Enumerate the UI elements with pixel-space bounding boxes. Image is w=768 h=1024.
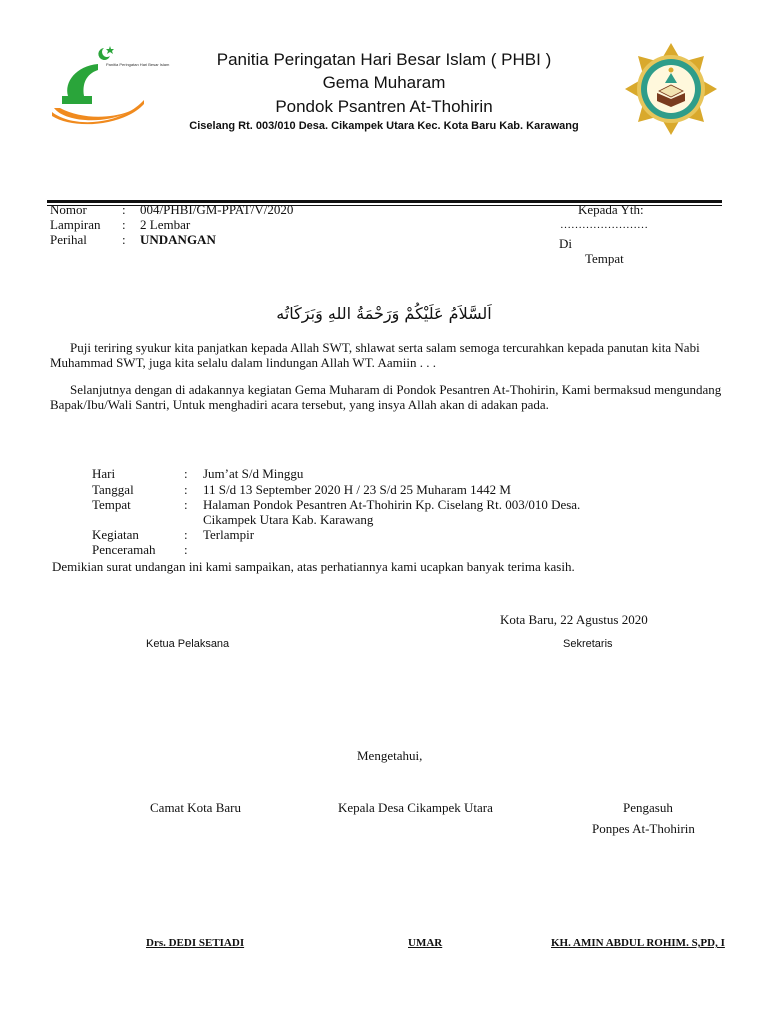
pengasuh-subtitle: Ponpes At-Thohirin xyxy=(592,821,695,836)
camat-title: Camat Kota Baru xyxy=(150,800,241,815)
pengasuh-title: Pengasuh xyxy=(623,800,673,815)
address: Ciselang Rt. 003/010 Desa. Cikampek Utara Kec. Kota Baru Kab. Karawang xyxy=(189,120,579,132)
recipient-kepada: Kepada Yth: xyxy=(578,202,644,217)
camat-name: Drs. DEDI SETIADI xyxy=(146,937,245,949)
penceramah-label: Penceramah xyxy=(92,542,156,557)
perihal-colon: : xyxy=(122,232,126,247)
org-name: Panitia Peringatan Hari Besar Islam ( PHBI ) xyxy=(216,50,552,69)
tempat-colon: : xyxy=(184,497,188,512)
kades-name: UMAR xyxy=(408,937,443,949)
tanggal-value: 11 S/d 13 September 2020 H / 23 S/d 25 Muharam 1442 M xyxy=(203,482,511,497)
perihal-value: UNDANGAN xyxy=(140,232,216,247)
hari-label: Hari xyxy=(92,466,116,481)
lampiran-colon: : xyxy=(122,217,126,232)
ketua-title: Ketua Pelaksana xyxy=(146,638,230,650)
sekretaris-title: Sekretaris xyxy=(563,638,613,650)
perihal-label: Perihal xyxy=(50,232,87,247)
pengasuh-name: KH. AMIN ABDUL ROHIM. S,PD, I xyxy=(551,937,725,949)
nomor-label: Nomor xyxy=(50,202,87,217)
tanggal-colon: : xyxy=(184,482,188,497)
place-date: Kota Baru, 22 Agustus 2020 xyxy=(500,612,648,627)
tempat-value-line1: Halaman Pondok Pesantren At-Thohirin Kp. Ciselang Rt. 003/010 Desa. xyxy=(203,497,581,512)
recipient-tempat: Tempat xyxy=(585,251,624,266)
hari-colon: : xyxy=(184,466,188,481)
event-name: Gema Muharam xyxy=(322,73,446,92)
lampiran-value: 2 Lembar xyxy=(140,217,191,232)
kegiatan-label: Kegiatan xyxy=(92,527,139,542)
kegiatan-colon: : xyxy=(184,527,188,542)
paragraph-opening: Puji teriring syukur kita panjatkan kepada Allah SWT, shlawat serta salam semoga tercurahkan kepada panutan kita Nabi Muhammad SWT, juga kita selalu dalam lindungan Allah WT. Aamiin . . . xyxy=(50,340,700,370)
recipient-dots: …………………… xyxy=(560,219,648,231)
lampiran-label: Lampiran xyxy=(50,217,101,232)
recipient-di: Di xyxy=(559,236,572,251)
mengetahui: Mengetahui, xyxy=(357,748,423,763)
penceramah-colon: : xyxy=(184,542,188,557)
nomor-colon: : xyxy=(122,202,126,217)
tempat-label: Tempat xyxy=(92,497,131,512)
closing-sentence: Demikian surat undangan ini kami sampaikan, atas perhatiannya kami ucapkan banyak terima kasih. xyxy=(52,559,575,574)
paragraph-purpose: Selanjutnya dengan di adakannya kegiatan Gema Muharam di Pondok Pesantren At-Thohirin, Kami bermaksud mengundang Bapak/Ibu/Wali Santri, Untuk menghadiri acara tersebut, yang insya Allah akan di adakan pada. xyxy=(50,382,722,412)
tanggal-label: Tanggal xyxy=(92,482,134,497)
nomor-value: 004/PHBI/GM-PPAT/V/2020 xyxy=(140,202,294,217)
institution-name: Pondok Psantren At-Thohirin xyxy=(275,97,493,116)
kegiatan-value: Terlampir xyxy=(203,527,255,542)
hari-value: Jum’at S/d Minggu xyxy=(203,466,304,481)
tempat-value-line2: Cikampek Utara Kab. Karawang xyxy=(203,512,374,527)
arabic-greeting: اَلسَّلاَمُ عَلَيْكُمْ وَرَحْمَةُ اللهِ وَبَرَكَاتُه xyxy=(276,304,492,323)
logo-caption: Panitia Peringatan Hari Besar Islam xyxy=(106,62,170,67)
kades-title: Kepala Desa Cikampek Utara xyxy=(338,800,493,815)
